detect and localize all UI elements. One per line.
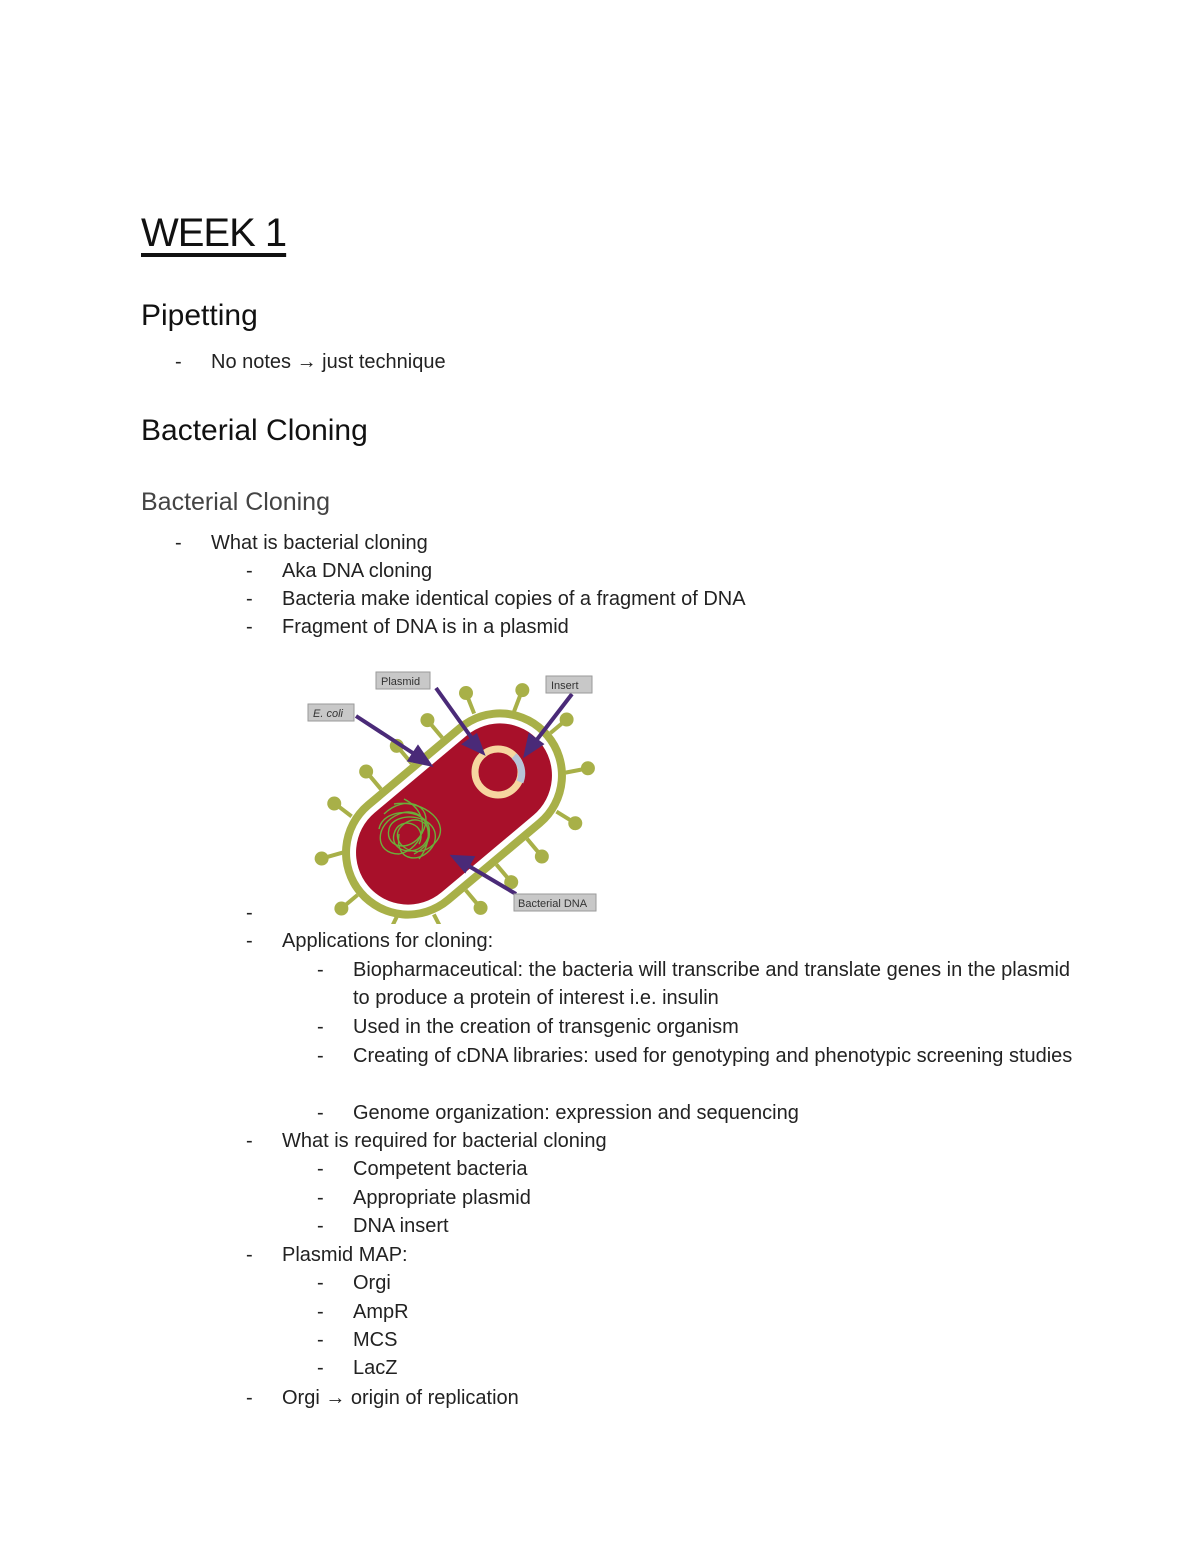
- bullet-dash: -: [317, 1158, 324, 1180]
- list-item-text: Bacteria make identical copies of a fragment of DNA: [282, 588, 746, 610]
- list-item-text: Biopharmaceutical: the bacteria will transcribe and translate genes in the plasmid to produce a protein of interest i.e. insulin: [353, 959, 1071, 1009]
- list-item-text: Fragment of DNA is in a plasmid: [282, 616, 569, 638]
- list-item: [317, 1212, 449, 1240]
- bullet-dash: -: [317, 1187, 324, 1209]
- list-item: [246, 1241, 408, 1269]
- list-item-text: DNA insert: [353, 1215, 449, 1237]
- list-item-text: Plasmid MAP:: [282, 1244, 408, 1266]
- list-item: [317, 1184, 531, 1212]
- list-item: [246, 1384, 519, 1412]
- bullet-dash: -: [246, 588, 253, 610]
- list-item: [317, 1269, 391, 1297]
- page-title: WEEK 1: [141, 211, 287, 255]
- list-item: [175, 348, 446, 376]
- list-item-text: MCS: [353, 1329, 398, 1351]
- heading-pipetting: Pipetting: [141, 299, 258, 332]
- bullet-dash: -: [246, 930, 253, 952]
- bullet-dash: -: [246, 560, 253, 582]
- bullet-dash: -: [246, 902, 253, 924]
- list-item: [246, 585, 746, 613]
- list-item: [175, 529, 428, 557]
- bullet-dash: -: [175, 532, 182, 554]
- list-item: [317, 1155, 528, 1183]
- bullet-dash: -: [317, 1045, 324, 1067]
- list-item-text: Orgi: [353, 1272, 391, 1294]
- list-item-text: Competent bacteria: [353, 1158, 528, 1180]
- bullet-dash: -: [246, 1130, 253, 1152]
- list-item: [246, 1127, 607, 1155]
- bullet-dash: -: [175, 351, 182, 373]
- bullet-dash: -: [317, 1329, 324, 1351]
- figure-label-bacterial-dna: Bacterial DNA: [518, 898, 588, 910]
- list-item: [317, 1099, 799, 1127]
- list-item-text: Applications for cloning:: [282, 930, 494, 952]
- bullet-dash: -: [317, 959, 324, 981]
- list-item-text: What is bacterial cloning: [211, 532, 428, 554]
- list-item: [246, 927, 494, 955]
- list-item: [317, 1013, 739, 1041]
- list-item-text: AmpR: [353, 1301, 409, 1323]
- subheading-bacterial-cloning: Bacterial Cloning: [141, 488, 330, 516]
- bullet-dash: -: [246, 616, 253, 638]
- list-item-text: Used in the creation of transgenic organism: [353, 1016, 739, 1038]
- ecoli-plasmid-figure: [304, 664, 604, 924]
- bullet-dash: -: [317, 1016, 324, 1038]
- list-item-text: No notes → just technique: [211, 351, 446, 373]
- list-item: [317, 1298, 409, 1326]
- list-item-text: Orgi → origin of replication: [282, 1387, 519, 1409]
- list-item: [317, 1042, 1073, 1070]
- list-item-text: Creating of cDNA libraries: used for genotyping and phenotypic screening studies: [353, 1045, 1073, 1067]
- bullet-dash: -: [317, 1357, 324, 1379]
- list-item-text: What is required for bacterial cloning: [282, 1130, 607, 1152]
- list-item: [317, 1354, 398, 1382]
- figure-label-insert: Insert: [551, 680, 579, 692]
- list-item-text: Aka DNA cloning: [282, 560, 433, 582]
- list-item-text: Appropriate plasmid: [353, 1187, 531, 1209]
- list-item: [246, 613, 569, 641]
- list-item-text: LacZ: [353, 1357, 398, 1379]
- bullet-dash: -: [317, 1102, 324, 1124]
- bullet-dash: -: [317, 1272, 324, 1294]
- list-item: [317, 956, 1073, 1012]
- figure-label-ecoli: E. coli: [313, 708, 343, 720]
- bullet-dash: -: [246, 1387, 253, 1409]
- heading-bacterial-cloning: Bacterial Cloning: [141, 414, 368, 447]
- bullet-dash: -: [317, 1215, 324, 1237]
- bullet-dash: -: [246, 1244, 253, 1266]
- list-item: [317, 1326, 398, 1354]
- list-item: [246, 557, 433, 585]
- figure-label-plasmid: Plasmid: [381, 676, 421, 688]
- list-item-text: Genome organization: expression and sequencing: [353, 1102, 799, 1124]
- bullet-dash: -: [317, 1301, 324, 1323]
